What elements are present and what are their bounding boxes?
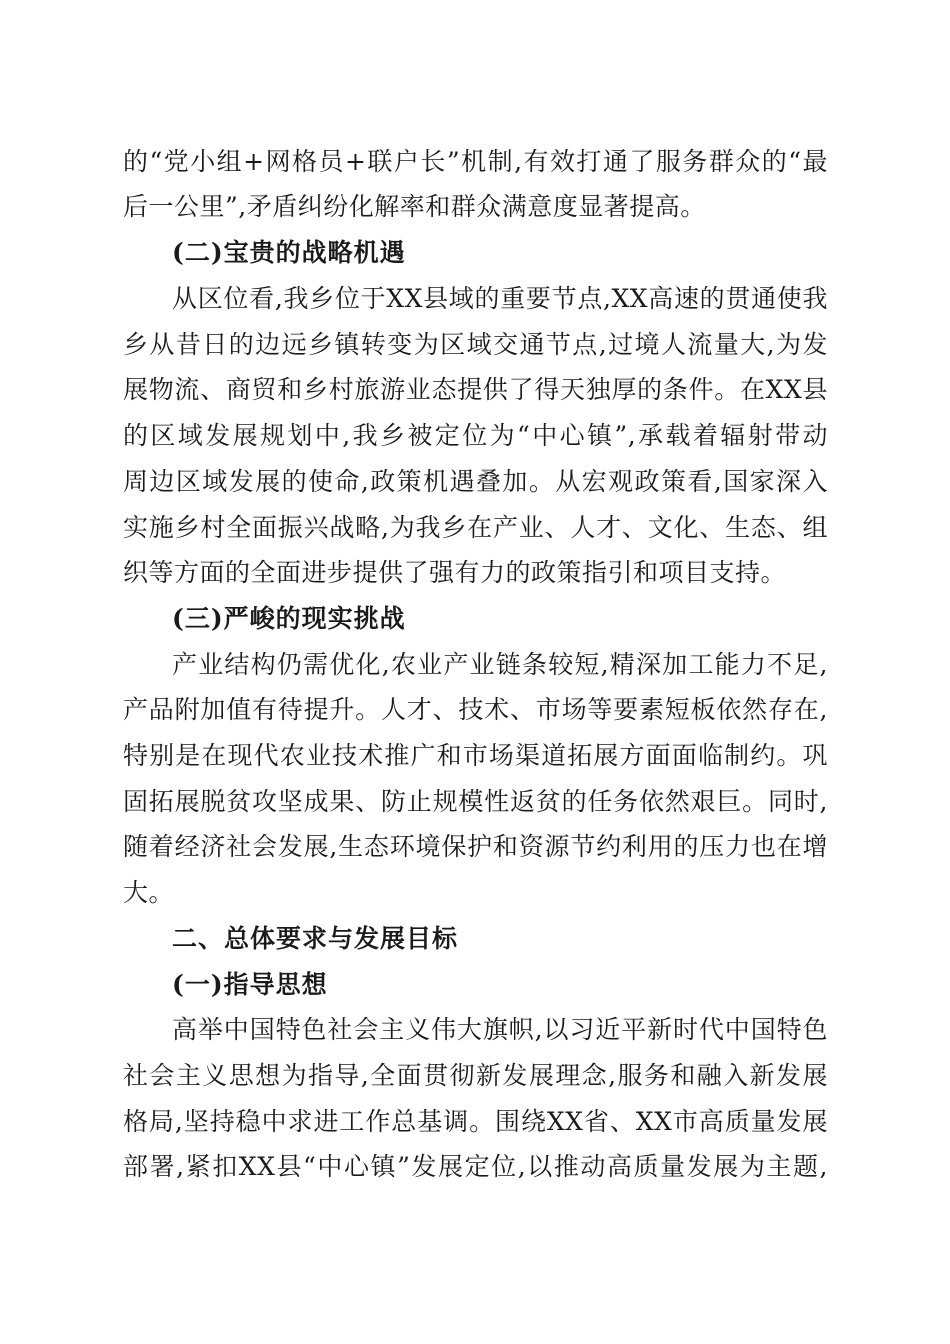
paragraph-line: 固拓展脱贫攻坚成果、防止规模性返贫的任务依然艰巨。同时, — [123, 787, 828, 816]
section-heading-2: (二)宝贵的战略机遇 — [172, 238, 406, 267]
chapter-heading: 二、总体要求与发展目标 — [172, 924, 459, 953]
paragraph-line: 展物流、商贸和乡村旅游业态提供了得天独厚的条件。在XX县 — [123, 375, 828, 404]
section-heading-1: (一)指导思想 — [172, 970, 328, 999]
paragraph-line: 从区位看,我乡位于XX县域的重要节点,XX高速的贯通使我 — [172, 284, 828, 313]
paragraph-line: 产品附加值有待提升。人才、技术、市场等要素短板依然存在, — [123, 695, 828, 724]
paragraph-line: 乡从昔日的边远乡镇转变为区域交通节点,过境人流量大,为发 — [123, 330, 828, 359]
paragraph-line: 格局,坚持稳中求进工作总基调。围绕XX省、XX市高质量发展 — [123, 1107, 828, 1136]
paragraph-line: 的“党小组+网格员+联户长”机制,有效打通了服务群众的“最 — [123, 147, 828, 176]
paragraph-line: 实施乡村全面振兴战略,为我乡在产业、人才、文化、生态、组 — [123, 513, 828, 542]
paragraph-line: 后一公里”,矛盾纠纷化解率和群众满意度显著提高。 — [123, 192, 706, 221]
paragraph-line: 织等方面的全面进步提供了强有力的政策指引和项目支持。 — [123, 558, 787, 587]
section-heading-3: (三)严峻的现实挑战 — [172, 604, 406, 633]
paragraph-line: 的区域发展规划中,我乡被定位为“中心镇”,承载着辐射带动 — [123, 421, 828, 450]
paragraph-line: 大。 — [123, 878, 175, 907]
paragraph-line: 随着经济社会发展,生态环境保护和资源节约利用的压力也在增 — [123, 832, 828, 861]
paragraph-line: 高举中国特色社会主义伟大旗帜,以习近平新时代中国特色 — [172, 1015, 828, 1044]
paragraph-line: 社会主义思想为指导,全面贯彻新发展理念,服务和融入新发展 — [123, 1061, 828, 1090]
paragraph-line: 部署,紧扣XX县“中心镇”发展定位,以推动高质量发展为主题, — [123, 1152, 828, 1181]
paragraph-line: 特别是在现代农业技术推广和市场渠道拓展方面面临制约。巩 — [123, 741, 828, 770]
paragraph-line: 产业结构仍需优化,农业产业链条较短,精深加工能力不足, — [172, 650, 828, 679]
paragraph-line: 周边区域发展的使命,政策机遇叠加。从宏观政策看,国家深入 — [123, 467, 828, 496]
